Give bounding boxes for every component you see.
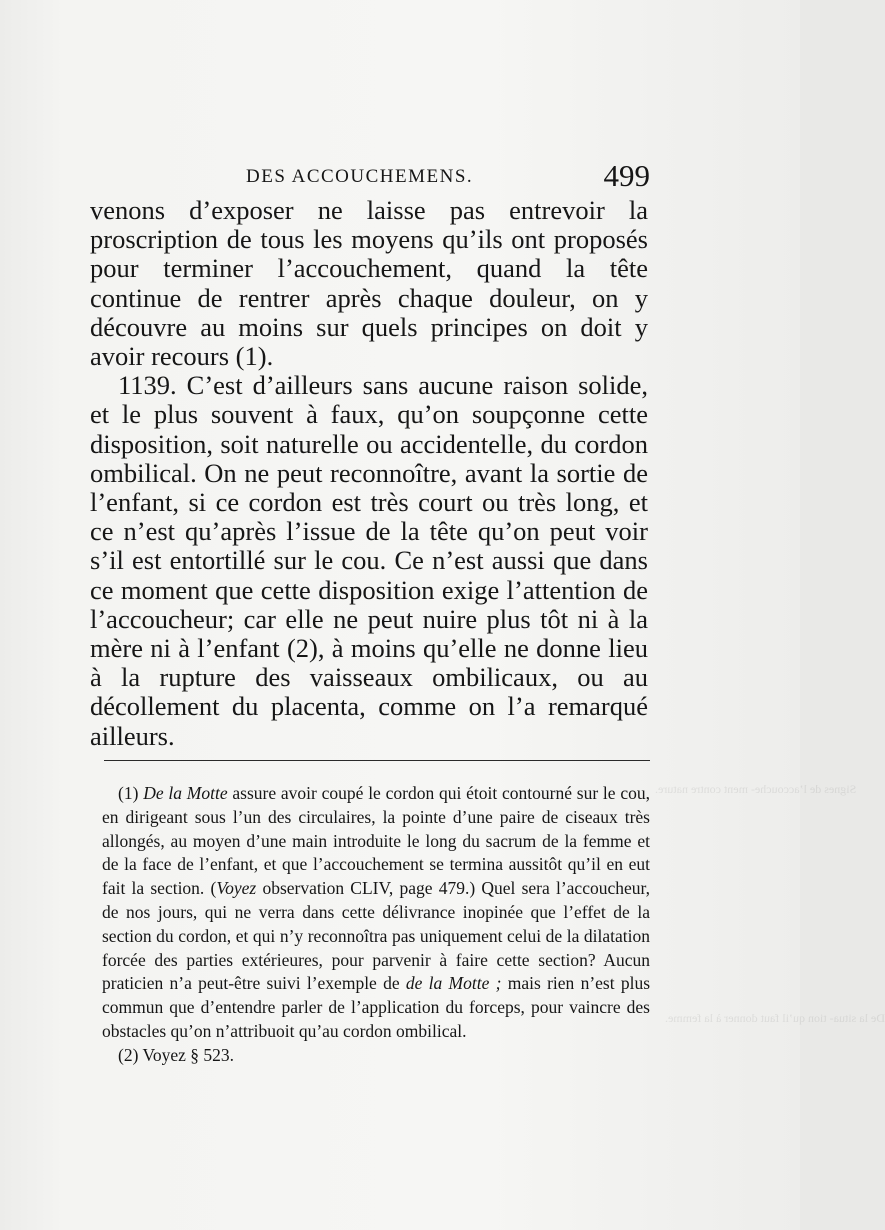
running-title: DES ACCOUCHEMENS. [246,166,474,187]
footnote-marker: (1) [118,783,139,803]
main-text [90,196,648,751]
footnote-text: mais rien n’est plus commun que d’entendre parler de l’application du forceps, pour vaincre des obstacles qu’on n’attribuoit qu’au cordon ombilical. [102,973,651,1041]
footnotes [102,782,650,1068]
footnote-text: assure avoir coupé le cordon qui étoit contourné sur le cou, en dirigeant sous l’un des circulaires, la pointe d’une paire de ciseaux très allongés, au moyen d’une main introduite le long du sacrum de la femme et de la face de l’enfant, et que l’accouchement se termina aussitôt qu’il en eut fait la section. ( [102,783,650,899]
paragraph-continued: venons d’exposer ne laisse pas entrevoir la proscription de tous les moyens qu’ils ont proposés pour terminer l’accouchement, quand la tête continue de rentrer après chaque douleur, on y découvre au moins sur quels principes on doit y avoir recours (1). [90,195,648,372]
footnote-2: (2) Voyez § 523. [118,1044,235,1065]
paragraph-1139: 1139. C’est d’ailleurs sans aucune raison solide, et le plus souvent à faux, qu’on soupçonne cette disposition, soit naturelle ou accidentelle, du cordon ombilical. On ne peut reconnoître, avant la sortie de l’enfant, si ce cordon est très court ou très long, et ce n’est qu’après l’issue de la tête qu’on peut voir s’il est entortillé sur le cou. Ce n’est aussi que dans ce moment que cette disposition exige l’attention de l’accoucheur; car elle ne peut nuire plus tôt ni à la mère ni à l’enfant (2), à moins qu’elle ne donne lieu à la rupture des vaisseaux ombilicaux, ou au décollement du placenta, comme on l’a remarqué ailleurs. [90,370,648,751]
footnote-1 [102,782,650,1044]
show-through-margin-note: Signes de l’accouche- ment contre nature. [655,782,857,796]
author-name: De la Motte [143,783,228,803]
page-header [90,158,650,198]
footnote-rule [104,760,650,761]
footnote-voyez: Voyez [216,878,257,899]
page-number: 499 [603,158,650,193]
author-name: de la Motte ; [405,973,502,994]
show-through-margin-note: De la situa- tion qu’il faut donner à la femme. [665,1011,885,1025]
footnote-text: observation CLIV, page 479.) Quel sera l’accoucheur, de nos jours, qui ne verra dans cette délivrance inopinée que l’effet de la section du cordon, et qui n’y reconnoîtra pas uniquement celui de la dilatation forcée des parties extérieures, pour parvenir à faire cette section? Aucun praticien n’a peut-être suivi l’exemple de [102,878,650,994]
